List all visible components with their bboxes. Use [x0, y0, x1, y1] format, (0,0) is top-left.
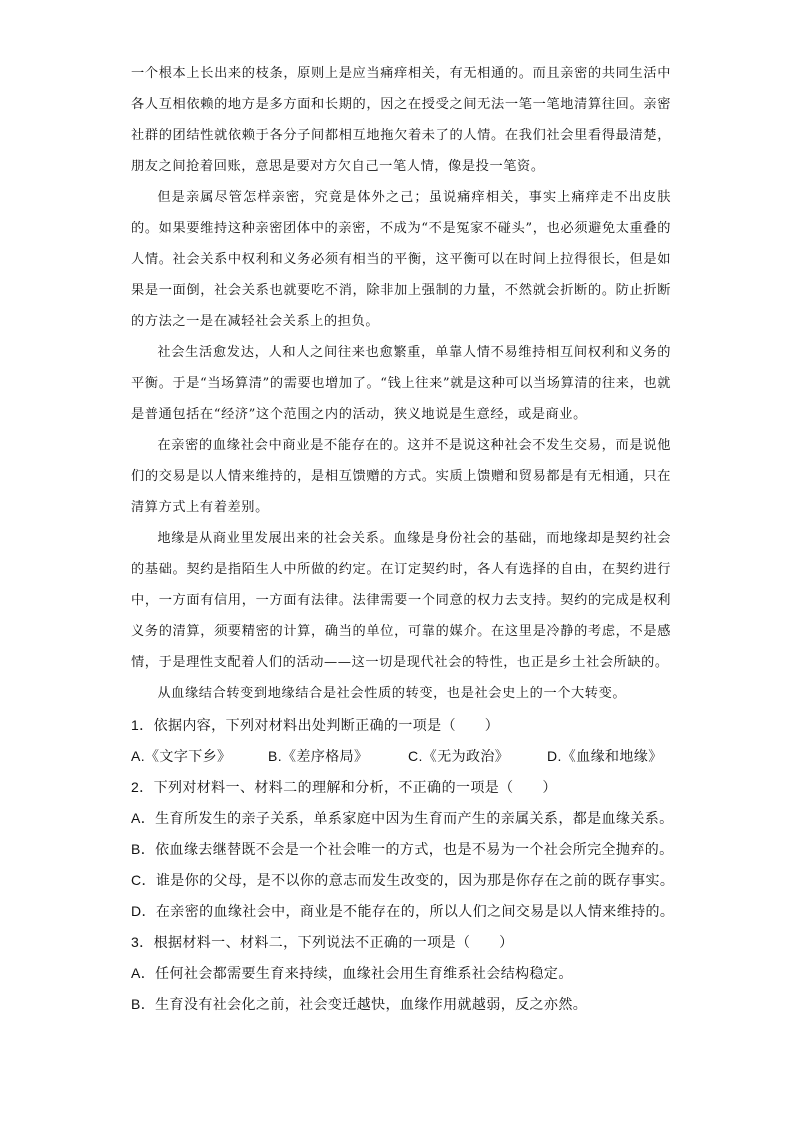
body-paragraph-2: 但是亲属尽管怎样亲密，究竟是体外之己；虽说痛痒相关，事实上痛痒走不出皮肤的。如果要维持这种亲密团体中的亲密，不成为“不是冤家不碰头”，也必须避免太重叠的人情。社会关系中权利和义务必须有相当的平衡，这平衡可以在时间上拉得很长，但是如果是一面倒，社会关系也就要吃不消，除非加上强制的力量，不然就会折断的。防止折断的方法之一是在减轻社会关系上的担负。: [131, 190, 671, 329]
body-paragraph-3: 社会生活愈发达，人和人之间往来也愈繁重，单靠人情不易维持相互间权利和义务的平衡。于是“当场算清”的需要也增加了。“钱上往来”就是这种可以当场算清的往来，也就是普通包括在“经济”这个范围之内的活动，狭义地说是生意经，或是商业。: [131, 345, 671, 422]
body-paragraph-5: 地缘是从商业里发展出来的社会关系。血缘是身份社会的基础，而地缘却是契约社会的基础。契约是指陌生人中所做的约定。在订定契约时，各人有选择的自由，在契约进行中，一方面有信用，一方面有法律。法律需要一个同意的权力去支持。契约的完成是权利义务的清算，须要精密的计算，确当的单位，可靠的媒介。在这里是冷静的考虑，不是感情，于是理性支配着人们的活动——这一切是现代社会的特性，也正是乡土社会所缺的。: [131, 531, 671, 670]
question-2-option-d: D．在亲密的血缘社会中，商业是不能存在的，所以人们之间交易是以人情来维持的。: [131, 903, 675, 919]
document-body: [131, 58, 675, 1020]
question-2-option-a: A．生育所发生的亲子关系，单系家庭中因为生育而产生的亲属关系，都是血缘关系。: [131, 810, 674, 826]
question-2-option-c: C．谁是你的父母，是不以你的意志而发生改变的，因为那是你存在之前的既存事实。: [131, 872, 675, 888]
question-1-option-a: A.《文字下乡》: [131, 748, 232, 764]
body-paragraph-1: 一个根本上长出来的枝条，原则上是应当痛痒相关，有无相通的。而且亲密的共同生活中各人互相依赖的地方是多方面和长期的，因之在授受之间无法一笔一笔地清算往回。亲密社群的团结性就依赖于各分子间都相互地拖欠着未了的人情。在我们社会里看得最清楚，朋友之间抢着回账，意思是要对方欠自己一笔人情，像是投一笔资。: [131, 66, 671, 174]
question-1: [131, 710, 671, 772]
question-3-option-a: A．任何社会都需要生育来持续，血缘社会用生育维系社会结构稳定。: [131, 965, 573, 981]
question-3-option-b: B．生育没有社会化之前，社会变迁越快，血缘作用就越弱，反之亦然。: [131, 996, 588, 1012]
question-1-option-d: D.《血缘和地缘》: [547, 748, 663, 764]
question-2: [131, 772, 675, 927]
question-1-options: [131, 741, 671, 772]
question-2-option-b: B．依血缘去继替既不会是一个社会唯一的方式，也是不易为一个社会所完全抛弃的。: [131, 841, 674, 857]
question-3: [131, 927, 671, 1020]
body-paragraph-4: 在亲密的血缘社会中商业是不能存在的。这并不是说这种社会不发生交易，而是说他们的交易是以人情来维持的，是相互馈赠的方式。实质上馈赠和贸易都是有无相通，只在清算方式上有着差别。: [131, 438, 671, 515]
question-1-option-b: B.《差序格局》: [268, 748, 369, 764]
question-1-stem: 1．依据内容，下列对材料出处判断正确的一项是（ ）: [131, 717, 500, 733]
question-3-stem: 3．根据材料一、材料二，下列说法不正确的一项是（ ）: [131, 934, 514, 950]
question-2-stem: 2．下列对材料一、材料二的理解和分析，不正确的一项是（ ）: [131, 779, 557, 795]
question-1-option-c: C.《无为政治》: [408, 748, 510, 764]
body-paragraph-6: 从血缘结合转变到地缘结合是社会性质的转变，也是社会史上的一个大转变。: [157, 686, 627, 701]
